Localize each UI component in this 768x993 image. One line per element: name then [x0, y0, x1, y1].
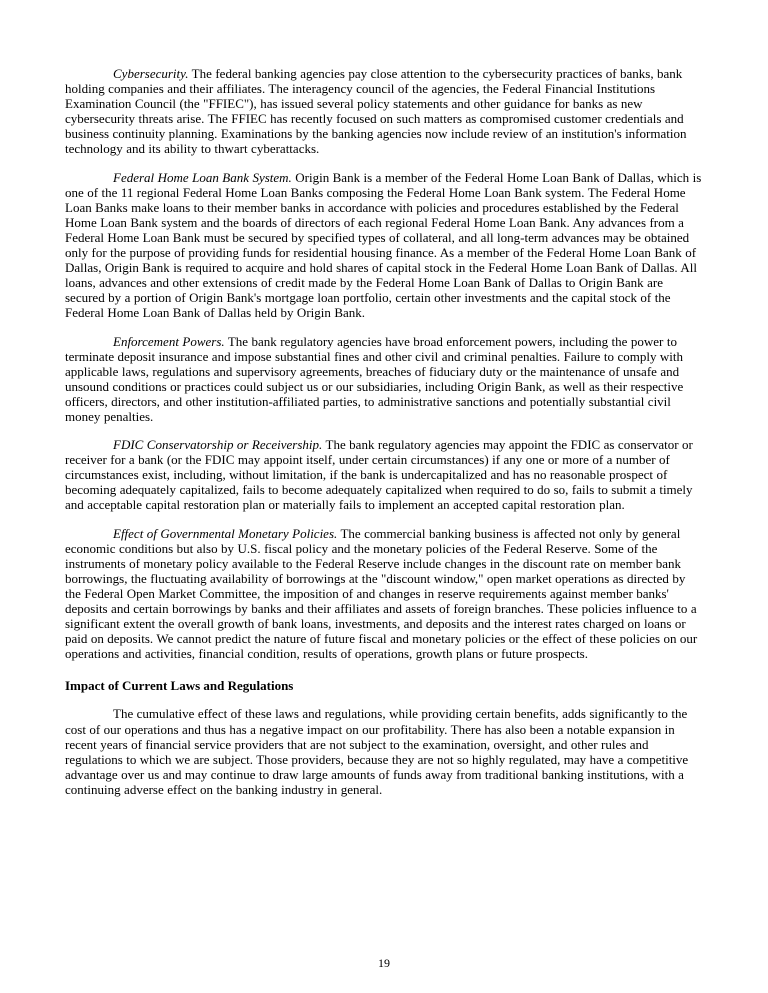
paragraph-lead-monetary-policies: Effect of Governmental Monetary Policies.	[113, 525, 338, 541]
paragraph-cumulative-effect	[65, 706, 702, 797]
paragraph-monetary-policies	[65, 526, 702, 662]
paragraph-body-fhlb-system: Origin Bank is a member of the Federal Home Loan Bank of Dallas, which is one of the 11 regional Federal Home Loan Banks composing the Federal Home Loan Bank system. The Federal Home Loan Banks make loans to their member banks in accordance with policies and procedures established by the Federal Home Loan Bank system and the boards of directors of each regional Federal Home Loan Bank. Any advances from a Federal Home Loan Bank must be secured by specified types of collateral, and all long-term advances may be obtained only for the purpose of providing funds for residential housing finance. As a member of the Federal Home Loan Bank of Dallas, Origin Bank is required to acquire and hold shares of capital stock in the Federal Home Loan Bank of Dallas. All loans, advances and other extensions of credit made by the Federal Home Loan Bank of Dallas to Origin Bank are secured by a portion of Origin Bank's mortgage loan portfolio, certain other investments and the capital stock of the Federal Home Loan Bank of Dallas held by Origin Bank.	[65, 169, 702, 321]
paragraph-lead-cybersecurity: Cybersecurity.	[113, 66, 189, 81]
page-number: 19	[378, 956, 390, 970]
paragraph-lead-fdic-conservatorship: FDIC Conservatorship or Receivership.	[113, 437, 323, 453]
paragraph-fhlb-system	[65, 170, 702, 321]
paragraph-enforcement-powers	[65, 334, 702, 425]
paragraph-fdic-conservatorship	[65, 437, 702, 512]
paragraph-body-cumulative-effect: The cumulative effect of these laws and regulations, while providing certain benefits, adds significantly to the cost of our operations and thus has a negative impact on our profitability. There has also been a notable expansion in recent years of financial service providers that are not subject to the examination, oversight, and other rules and regulations to which we are subject. Those providers, because they are not so highly regulated, may have a competitive advantage over us and may continue to draw large amounts of funds away from traditional banking institutions, with a continuing adverse effect on the banking industry in general.	[65, 706, 689, 797]
paragraph-lead-fhlb-system: Federal Home Loan Bank System.	[113, 169, 292, 185]
section-heading-impact-of-current-laws: Impact of Current Laws and Regulations	[65, 678, 294, 694]
paragraph-body-monetary-policies: The commercial banking business is affected not only by general economic conditions but also by U.S. fiscal policy and the monetary policies of the Federal Reserve. Some of the instruments of monetary policy available to the Federal Reserve include changes in the discount rate on member bank borrowings, the fluctuating availability of borrowings at the "discount window," open market operations as directed by the Federal Open Market Committee, the imposition of and changes in reserve requirements against member banks' deposits and certain borrowings by banks and their affiliates and assets of foreign branches. These policies influence to a significant extent the overall growth of bank loans, investments, and deposits and the interest rates charged on loans or paid on deposits. We cannot predict the nature of future fiscal and monetary policies or the effect of these policies on our operations and activities, financial condition, results of operations, growth plans or future prospects.	[65, 525, 698, 662]
paragraph-cybersecurity	[65, 66, 702, 157]
paragraph-body-enforcement-powers: The bank regulatory agencies have broad enforcement powers, including the power to terminate deposit insurance and impose substantial fines and other civil and criminal penalties. Failure to comply with applicable laws, regulations and supervisory agreements, breaches of fiduciary duty or the maintenance of unsafe and unsound conditions or practices could subject us or our subsidiaries, including Origin Bank, as well as their respective officers, directors, and other institution-affiliated parties, to administrative sanctions and potentially substantial civil money penalties.	[65, 333, 684, 424]
paragraph-lead-enforcement-powers: Enforcement Powers.	[113, 333, 225, 349]
paragraph-body-fdic-conservatorship: The bank regulatory agencies may appoint the FDIC as conservator or receiver for a bank (or the FDIC may appoint itself, under certain circumstances) if any one or more of a number of circumstances exist, including, without limitation, if the bank is undercapitalized and has no reasonable prospect of becoming adequately capitalized, fails to become adequately capitalized when required to do so, fails to submit a timely and acceptable capital restoration plan or materially fails to implement an accepted capital restoration plan.	[65, 437, 693, 513]
paragraph-body-cybersecurity: The federal banking agencies pay close attention to the cybersecurity practices of banks, bank holding companies and their affiliates. The interagency council of the agencies, the Federal Financial Institutions Examination Council (the "FFIEC"), has issued several policy statements and other guidance for banks as new cybersecurity threats arise. The FFIEC has recently focused on such matters as compromised customer credentials and business continuity planning. Examinations by the banking agencies now include review of an institution's information technology and its ability to thwart cyberattacks.	[65, 66, 687, 157]
